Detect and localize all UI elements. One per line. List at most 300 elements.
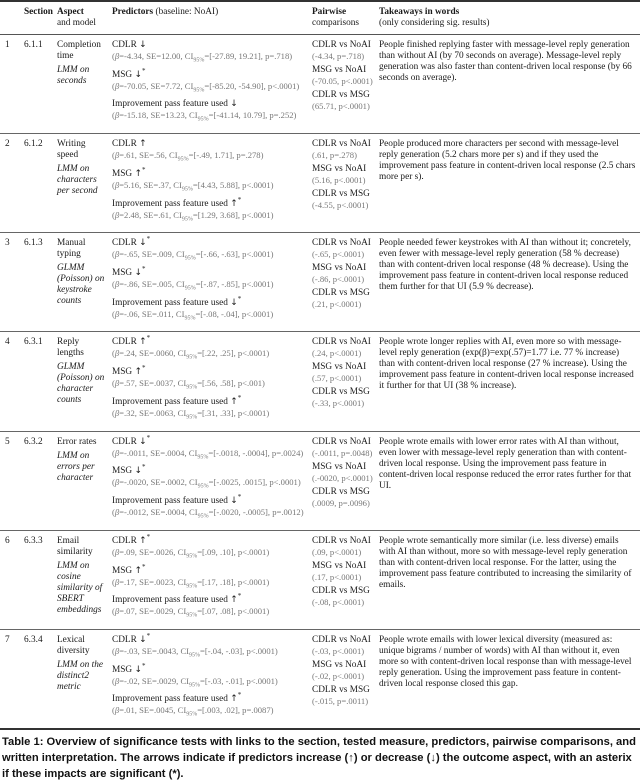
predictor-stats: (β=-.0011, SE=.0004, $CI_{95\%}=[-.0018$, -.0004], p=.0024)	[112, 447, 304, 461]
se-value: .56	[153, 150, 165, 161]
ci-value: [-.03, -.01]	[204, 675, 243, 686]
beta-symbol: β	[114, 51, 120, 61]
header-predictors	[108, 1, 308, 35]
beta-symbol: β	[114, 606, 120, 617]
pairwise-stats: (-.03, p<.0001)	[312, 645, 365, 656]
se-label: SE	[150, 477, 161, 488]
significance-asterisk: *	[142, 661, 146, 670]
pairwise-comparison	[312, 40, 373, 62]
pairwise-stats: (.21, p<.0001)	[312, 299, 362, 310]
beta-symbol: β	[114, 348, 120, 359]
beta-value: .17	[124, 576, 135, 587]
row-section-link[interactable]: 6.1.3	[20, 233, 53, 332]
predictor-name	[112, 631, 306, 646]
se-label: SE	[150, 80, 161, 91]
pairwise-comparison	[312, 139, 373, 161]
predictor-label: CDLR	[112, 238, 137, 249]
se-value: .0023	[153, 576, 174, 587]
ci-sub: 95%	[197, 513, 209, 520]
predictor-stats: (β=-70.05, SE=7.72, $CI_{95\%}=[-85.20$, -54.90], p<.0001)	[112, 80, 300, 94]
se-value: 12.00	[161, 51, 181, 61]
predictor-stats: (β=5.16, SE=.37, $CI_{95\%}=[4.43$, 5.88], p<.0001)	[112, 179, 274, 193]
se-label: SE	[139, 546, 150, 557]
ci-sub: 95%	[186, 712, 198, 719]
p-value: p<.0001	[237, 546, 267, 557]
se-label: SE	[143, 209, 154, 220]
aspect-model: LMM on cosine similarity of SBERT embeddings	[57, 560, 103, 615]
row-number: 5	[0, 431, 20, 530]
pairwise-name: CDLR vs MSG	[312, 288, 370, 299]
pairwise-stats: (-.86, p<.0001)	[312, 274, 365, 285]
ci-sub: 95%	[197, 454, 209, 461]
ci-value: [-.49, 1.71]	[193, 150, 233, 161]
pairwise-name: CDLR vs MSG	[312, 387, 370, 398]
pairwise-stats: (-.08, p<.0001)	[312, 596, 365, 607]
predictor-name	[112, 195, 306, 210]
ci-label: CI	[169, 150, 178, 161]
direction-arrow-icon: ↑	[230, 198, 238, 209]
predictor	[112, 195, 306, 226]
predictor-label: MSG	[112, 466, 133, 477]
row-pairwise	[308, 332, 375, 431]
pairwise-comparison	[312, 437, 373, 459]
predictor-label: Improvement pass feature used	[112, 198, 228, 209]
predictor-stats: (β=-.65, SE=.009, $CI_{95\%}=[-.66$, -.63], p<.0001)	[112, 249, 274, 263]
se-value: .011	[156, 308, 172, 319]
significance-asterisk: *	[237, 294, 242, 303]
row-section-link[interactable]: 6.1.1	[20, 35, 53, 134]
predictor	[112, 294, 306, 325]
pairwise-stats: (-.015, p=.0011)	[312, 695, 369, 706]
header-predictors-label: Predictors	[112, 7, 154, 17]
row-section-link[interactable]: 6.3.1	[20, 332, 53, 431]
ci-value: [1.29, 3.68]	[197, 209, 238, 220]
direction-arrow-icon: ↑	[230, 694, 238, 705]
beta-value: 5.16	[124, 179, 140, 190]
ci-label: CI	[176, 249, 185, 260]
ci-sub: 95%	[186, 583, 198, 590]
predictor-name	[112, 393, 306, 408]
row-section-link[interactable]: 6.3.4	[20, 629, 53, 729]
predictor-label: CDLR	[112, 634, 137, 645]
beta-value: -.86	[124, 279, 138, 290]
direction-arrow-icon: ↓	[134, 268, 143, 279]
direction-arrow-icon: ↑	[139, 337, 147, 348]
aspect-name: Email similarity	[57, 535, 93, 557]
row-section-link[interactable]: 6.3.3	[20, 530, 53, 629]
ci-value: [4.43, 5.88]	[197, 179, 238, 190]
predictor-label: CDLR	[112, 535, 137, 546]
row-section-link[interactable]: 6.3.2	[20, 431, 53, 530]
predictor-name	[112, 139, 306, 150]
pairwise-stats: (-.02, p<.0001)	[312, 670, 365, 681]
beta-value: .09	[124, 546, 135, 557]
ci-sub: 95%	[186, 414, 198, 421]
predictor	[112, 364, 306, 394]
pairwise-comparison	[312, 164, 373, 186]
significance-asterisk: *	[146, 433, 151, 442]
pairwise-name: CDLR vs MSG	[312, 90, 370, 100]
se-label: SE	[141, 308, 152, 319]
pairwise-stats: (-.33, p<.0001)	[312, 398, 365, 409]
predictor-stats: (β=-15.18, SE=13.23, $CI_{95\%}=[-41.14$, 10.79], p=.252)	[112, 110, 297, 124]
direction-arrow-icon: ↑	[139, 139, 147, 150]
pairwise-name: MSG vs NoAI	[312, 164, 367, 175]
predictor-label: CDLR	[112, 436, 137, 447]
row-aspect	[53, 332, 108, 431]
se-label: SE	[139, 407, 150, 418]
ci-value: [-.08, -.04]	[200, 308, 238, 319]
beta-symbol: β	[114, 675, 120, 686]
row-predictors	[108, 629, 308, 729]
header-aspect-sub: and model	[57, 18, 96, 28]
ci-sub: 95%	[181, 186, 193, 193]
row-predictors	[108, 332, 308, 431]
predictor	[112, 492, 306, 523]
ci-value: [-85.20, -54.90]	[209, 80, 264, 91]
predictor-name	[112, 463, 306, 477]
ci-sub: 95%	[186, 355, 198, 362]
direction-arrow-icon: ↑	[230, 595, 238, 606]
beta-symbol: β	[114, 308, 120, 319]
ci-label: CI	[176, 279, 185, 290]
header-pairwise	[308, 1, 375, 35]
pairwise-stats: (-4.34, p=.718)	[312, 51, 365, 61]
ci-sub: 95%	[193, 87, 205, 94]
beta-value: -.0011	[124, 447, 146, 458]
header-takeaways	[375, 1, 640, 35]
beta-value: .01	[124, 705, 135, 716]
significance-asterisk: *	[142, 562, 146, 571]
pairwise-comparison	[312, 635, 373, 657]
aspect-name: Error rates	[57, 436, 97, 447]
header-num	[0, 1, 20, 35]
pairwise-stats: (.17, p<.0001)	[312, 571, 362, 582]
header-aspect-label: Aspect	[57, 7, 84, 17]
beta-symbol: β	[114, 447, 120, 458]
ci-label: CI	[177, 546, 187, 557]
aspect-model: LMM on seconds	[57, 65, 90, 86]
direction-arrow-icon: ↓	[139, 634, 147, 645]
pairwise-stats: (-70.05, p<.0001)	[312, 76, 373, 86]
pairwise-comparison	[312, 288, 373, 310]
beta-value: .07	[124, 606, 135, 617]
predictor-name	[112, 264, 306, 279]
row-section-link[interactable]: 6.1.2	[20, 134, 53, 233]
p-value: p=.0024	[271, 447, 301, 458]
row-number: 2	[0, 134, 20, 233]
row-predictors	[108, 530, 308, 629]
predictor-name	[112, 364, 306, 378]
pairwise-comparison	[312, 685, 373, 707]
predictor	[112, 235, 306, 265]
predictor	[112, 463, 306, 493]
p-value: p<.0001	[237, 606, 267, 617]
direction-arrow-icon: ↑	[134, 168, 143, 179]
pairwise-stats: (5.16, p<.0001)	[312, 175, 366, 186]
significance-asterisk: *	[237, 492, 242, 501]
beta-value: .24	[124, 348, 135, 359]
beta-symbol: β	[114, 80, 120, 91]
ci-value: [-.04, -.03]	[204, 645, 243, 656]
pairwise-comparison	[312, 561, 373, 583]
se-label: SE	[139, 705, 150, 716]
ci-label: CI	[177, 606, 187, 617]
ci-sub: 95%	[197, 117, 209, 124]
significance-asterisk: *	[142, 463, 146, 472]
ci-label: CI	[177, 407, 187, 418]
ci-value: [-.0025, .0015]	[213, 477, 266, 488]
predictor	[112, 592, 306, 622]
se-label: SE	[141, 249, 152, 260]
pairwise-stats: (.0009, p=.0096)	[312, 497, 370, 508]
ci-value: [.09, .10]	[202, 546, 234, 557]
header-predictors-sub: (baseline: NoAI)	[155, 7, 219, 17]
p-value: p<.0001	[242, 179, 271, 190]
predictor	[112, 532, 306, 563]
significance-asterisk: *	[142, 364, 146, 373]
direction-arrow-icon: ↓	[230, 297, 238, 308]
beta-value: -.0012	[124, 507, 147, 518]
pairwise-comparison	[312, 487, 373, 509]
significance-asterisk: *	[142, 66, 146, 75]
ci-sub: 95%	[184, 256, 196, 263]
predictor-name	[112, 532, 306, 547]
se-value: .0045	[153, 705, 174, 716]
ci-label: CI	[189, 477, 198, 488]
predictor-name	[112, 40, 306, 51]
pairwise-stats: (.-0020, p<.0001)	[312, 472, 373, 483]
ci-label: CI	[184, 80, 194, 91]
ci-sub: 95%	[189, 682, 201, 689]
pairwise-name: CDLR vs MSG	[312, 189, 370, 200]
ci-value: [.07, .08]	[202, 606, 234, 617]
pairwise-name: CDLR vs NoAI	[312, 436, 371, 447]
direction-arrow-icon: ↑	[230, 396, 238, 407]
pairwise-name: CDLR vs MSG	[312, 684, 370, 695]
predictor	[112, 40, 306, 67]
aspect-name: Writing speed	[57, 139, 86, 161]
row-number: 3	[0, 233, 20, 332]
ci-sub: 95%	[189, 652, 201, 659]
pairwise-stats: (-.0011, p=.0048)	[312, 447, 373, 458]
predictor-stats: (β=-.02, SE=.0029, $CI_{95\%}=[-.03$, -.01], p<.0001)	[112, 675, 278, 689]
ci-label: CI	[177, 705, 187, 716]
predictor	[112, 691, 306, 721]
predictor-name	[112, 433, 306, 448]
pairwise-stats: (.57, p<.0001)	[312, 373, 362, 384]
predictor-stats: (β=.07, SE=.0029, $CI_{95\%}=[.07$, .08], p<.0001)	[112, 606, 270, 619]
se-label: SE	[139, 348, 150, 359]
direction-arrow-icon: ↑	[139, 535, 147, 546]
beta-value: .61	[124, 150, 135, 161]
ci-sub: 95%	[186, 384, 198, 391]
p-value: p<.0001	[246, 645, 275, 656]
ci-value: [-.0018, -.0004]	[213, 447, 268, 458]
beta-symbol: β	[114, 407, 120, 418]
predictor	[112, 433, 306, 464]
direction-arrow-icon: ↓	[139, 238, 147, 249]
row-aspect	[53, 431, 108, 530]
predictor-name	[112, 492, 306, 507]
ci-value: [.31, .33]	[202, 407, 234, 418]
se-label: SE	[139, 378, 150, 389]
beta-value: -.65	[124, 249, 138, 260]
se-label: SE	[146, 51, 157, 61]
beta-symbol: β	[114, 705, 120, 716]
aspect-model: LMM on errors per character	[57, 450, 95, 483]
table-row	[0, 629, 640, 729]
predictor-name	[112, 691, 306, 705]
ci-sub: 95%	[186, 553, 198, 560]
predictor-name	[112, 294, 306, 309]
predictor-label: MSG	[112, 367, 133, 378]
row-takeaway: People wrote longer replies with AI, even more so with message-level reply generation (exp(β)=exp(.57)=1.77 i.e. 77 % increase) than with content-driven local response (27 % increase). Using the improvement pass feature in content-driven local response increased it further for that UI (38 % increase).	[375, 332, 640, 431]
predictor-label: Improvement pass feature used	[112, 99, 228, 110]
ci-sub: 95%	[184, 315, 196, 322]
ci-value: [.17, .18]	[202, 576, 234, 587]
se-label: SE	[141, 645, 152, 656]
header-aspect	[53, 1, 108, 35]
row-predictors	[108, 233, 308, 332]
direction-arrow-icon: ↓	[139, 436, 147, 447]
predictor-stats: (β=.17, SE=.0023, $CI_{95\%}=[.17$, .18], p<.0001)	[112, 576, 270, 590]
predictor-stats: (β=.61, SE=.56, $CI_{95\%}=[-.49$, 1.71], p=.278)	[112, 150, 264, 163]
table-header-row	[0, 1, 640, 35]
aspect-name: Completion time	[57, 40, 101, 61]
table-row	[0, 233, 640, 332]
table-row	[0, 35, 640, 134]
row-aspect	[53, 629, 108, 729]
pairwise-comparison	[312, 238, 373, 260]
beta-symbol: β	[114, 576, 120, 587]
se-label: SE	[143, 179, 154, 190]
se-value: 13.23	[165, 110, 185, 121]
significance-asterisk: *	[146, 235, 151, 244]
row-number: 6	[0, 530, 20, 629]
significance-asterisk: *	[146, 631, 151, 640]
table-body	[0, 35, 640, 730]
se-value: .0004	[165, 447, 185, 458]
predictor-stats: (β=-.0020, SE=.0002, $CI_{95\%}=[-.0025$, .0015], p<.0001)	[112, 477, 301, 491]
predictor	[112, 66, 306, 97]
predictor-stats: (β=-4.34, SE=12.00, $CI_{95\%}=[-27.89$, 19.21], p=.718)	[112, 51, 293, 64]
row-takeaway: People wrote semantically more similar (i.e. less diverse) emails with AI than without, more so with message-level reply generation than with content-driven local response. For the latter, using the improvement pass feature contributed to increasing the similarity of emails.	[375, 530, 640, 629]
beta-value: -.03	[124, 645, 138, 656]
ci-label: CI	[175, 308, 185, 319]
header-pairwise-sub: comparisons	[312, 18, 359, 28]
pairwise-name: CDLR vs NoAI	[312, 139, 371, 150]
table-row	[0, 134, 640, 233]
ci-sub: 95%	[197, 484, 209, 491]
se-value: .005	[156, 279, 172, 290]
significance-asterisk: *	[142, 264, 146, 273]
se-label: SE	[150, 110, 161, 121]
pairwise-comparison	[312, 337, 373, 359]
pairwise-stats: (.24, p<.0001)	[312, 348, 362, 359]
row-pairwise	[308, 35, 375, 134]
predictor-name	[112, 235, 306, 249]
direction-arrow-icon: ↓	[139, 40, 147, 50]
ci-label: CI	[189, 110, 198, 121]
se-value: .0060	[153, 348, 174, 359]
beta-symbol: β	[114, 279, 120, 290]
pairwise-name: MSG vs NoAI	[312, 560, 367, 571]
p-value: p=.0087	[242, 705, 271, 716]
header-pairwise-label: Pairwise	[312, 7, 347, 17]
row-aspect	[53, 233, 108, 332]
direction-arrow-icon: ↓	[134, 69, 143, 80]
se-value: .0043	[156, 645, 177, 656]
p-value: p<.0001	[237, 576, 267, 587]
se-label: SE	[139, 576, 150, 587]
row-takeaway: People finished replying faster with message-level reply generation than without AI (by 70 seconds on average). Message-level reply generation was also faster than content-driven local response (by 66 seconds on average).	[375, 35, 640, 134]
pairwise-name: CDLR vs NoAI	[312, 634, 371, 645]
p-value: p<.0001	[269, 477, 298, 488]
se-value: 7.72	[165, 80, 181, 91]
beta-symbol: β	[114, 179, 120, 190]
ci-label: CI	[173, 209, 182, 220]
beta-symbol: β	[114, 477, 120, 488]
ci-label: CI	[177, 348, 187, 359]
predictor	[112, 99, 306, 126]
predictor-label: Improvement pass feature used	[112, 694, 228, 705]
se-value: .0037	[153, 378, 174, 389]
pairwise-name: CDLR vs NoAI	[312, 238, 371, 249]
se-label: SE	[141, 279, 152, 290]
ci-value: [.22, .25]	[202, 348, 234, 359]
direction-arrow-icon: ↓	[230, 99, 238, 110]
predictor-name	[112, 592, 306, 606]
significance-asterisk: *	[237, 195, 242, 204]
pairwise-name: MSG vs NoAI	[312, 65, 367, 75]
predictor	[112, 264, 306, 295]
se-value: .0029	[153, 606, 174, 617]
se-value: .37	[158, 179, 169, 190]
table-caption: Table 1: Overview of significance tests with links to the section, tested measure, predictors, pairwise comparisons, and written interpretation. The arrows indicate if predictors increase (↑) or decrease (↓) the outcome aspect, with an asterix if these impacts are significant (*).	[2, 736, 636, 781]
predictor-stats: (β=.24, SE=.0060, $CI_{95\%}=[.22$, .25], p<.0001)	[112, 348, 270, 362]
predictor-label: MSG	[112, 268, 133, 279]
row-aspect	[53, 35, 108, 134]
predictor-stats: (β=-.03, SE=.0043, $CI_{95\%}=[-.04$, -.03], p<.0001)	[112, 645, 278, 659]
ci-label: CI	[177, 576, 187, 587]
predictor-name	[112, 165, 306, 180]
predictor-label: Improvement pass feature used	[112, 595, 228, 606]
p-value: p=.252	[269, 110, 294, 121]
beta-symbol: β	[114, 507, 120, 518]
ci-label: CI	[188, 447, 198, 458]
ci-label: CI	[184, 51, 194, 61]
predictor-label: MSG	[112, 664, 133, 675]
pairwise-stats: (.09, p<.0001)	[312, 546, 362, 557]
ci-label: CI	[189, 507, 198, 518]
row-pairwise	[308, 134, 375, 233]
ci-label: CI	[180, 675, 190, 686]
aspect-model: GLMM (Poisson) on keystroke counts	[57, 263, 105, 307]
row-takeaway: People needed fewer keystrokes with AI than without it; concretely, even fewer with message-level reply generation (58 % decrease) than with content-driven local response (48 % decrease). Using the improvement pass feature in content-driven local response reduced them further for that UI (5.9 % decrease).	[375, 233, 640, 332]
se-label: SE	[139, 606, 150, 617]
predictor-stats: (β=2.48, SE=.61, $CI_{95\%}=[1.29$, 3.68], p<.0001)	[112, 209, 274, 223]
pairwise-stats: (65.71, p<.0001)	[312, 101, 370, 111]
row-predictors	[108, 431, 308, 530]
beta-value: -.0020	[124, 477, 147, 488]
pairwise-name: CDLR vs MSG	[312, 486, 370, 497]
se-value: .0004	[165, 507, 185, 518]
ci-sub: 95%	[181, 216, 193, 223]
se-value: .0002	[165, 477, 185, 488]
p-value: p<.0001	[246, 675, 275, 686]
pairwise-name: MSG vs NoAI	[312, 263, 367, 274]
